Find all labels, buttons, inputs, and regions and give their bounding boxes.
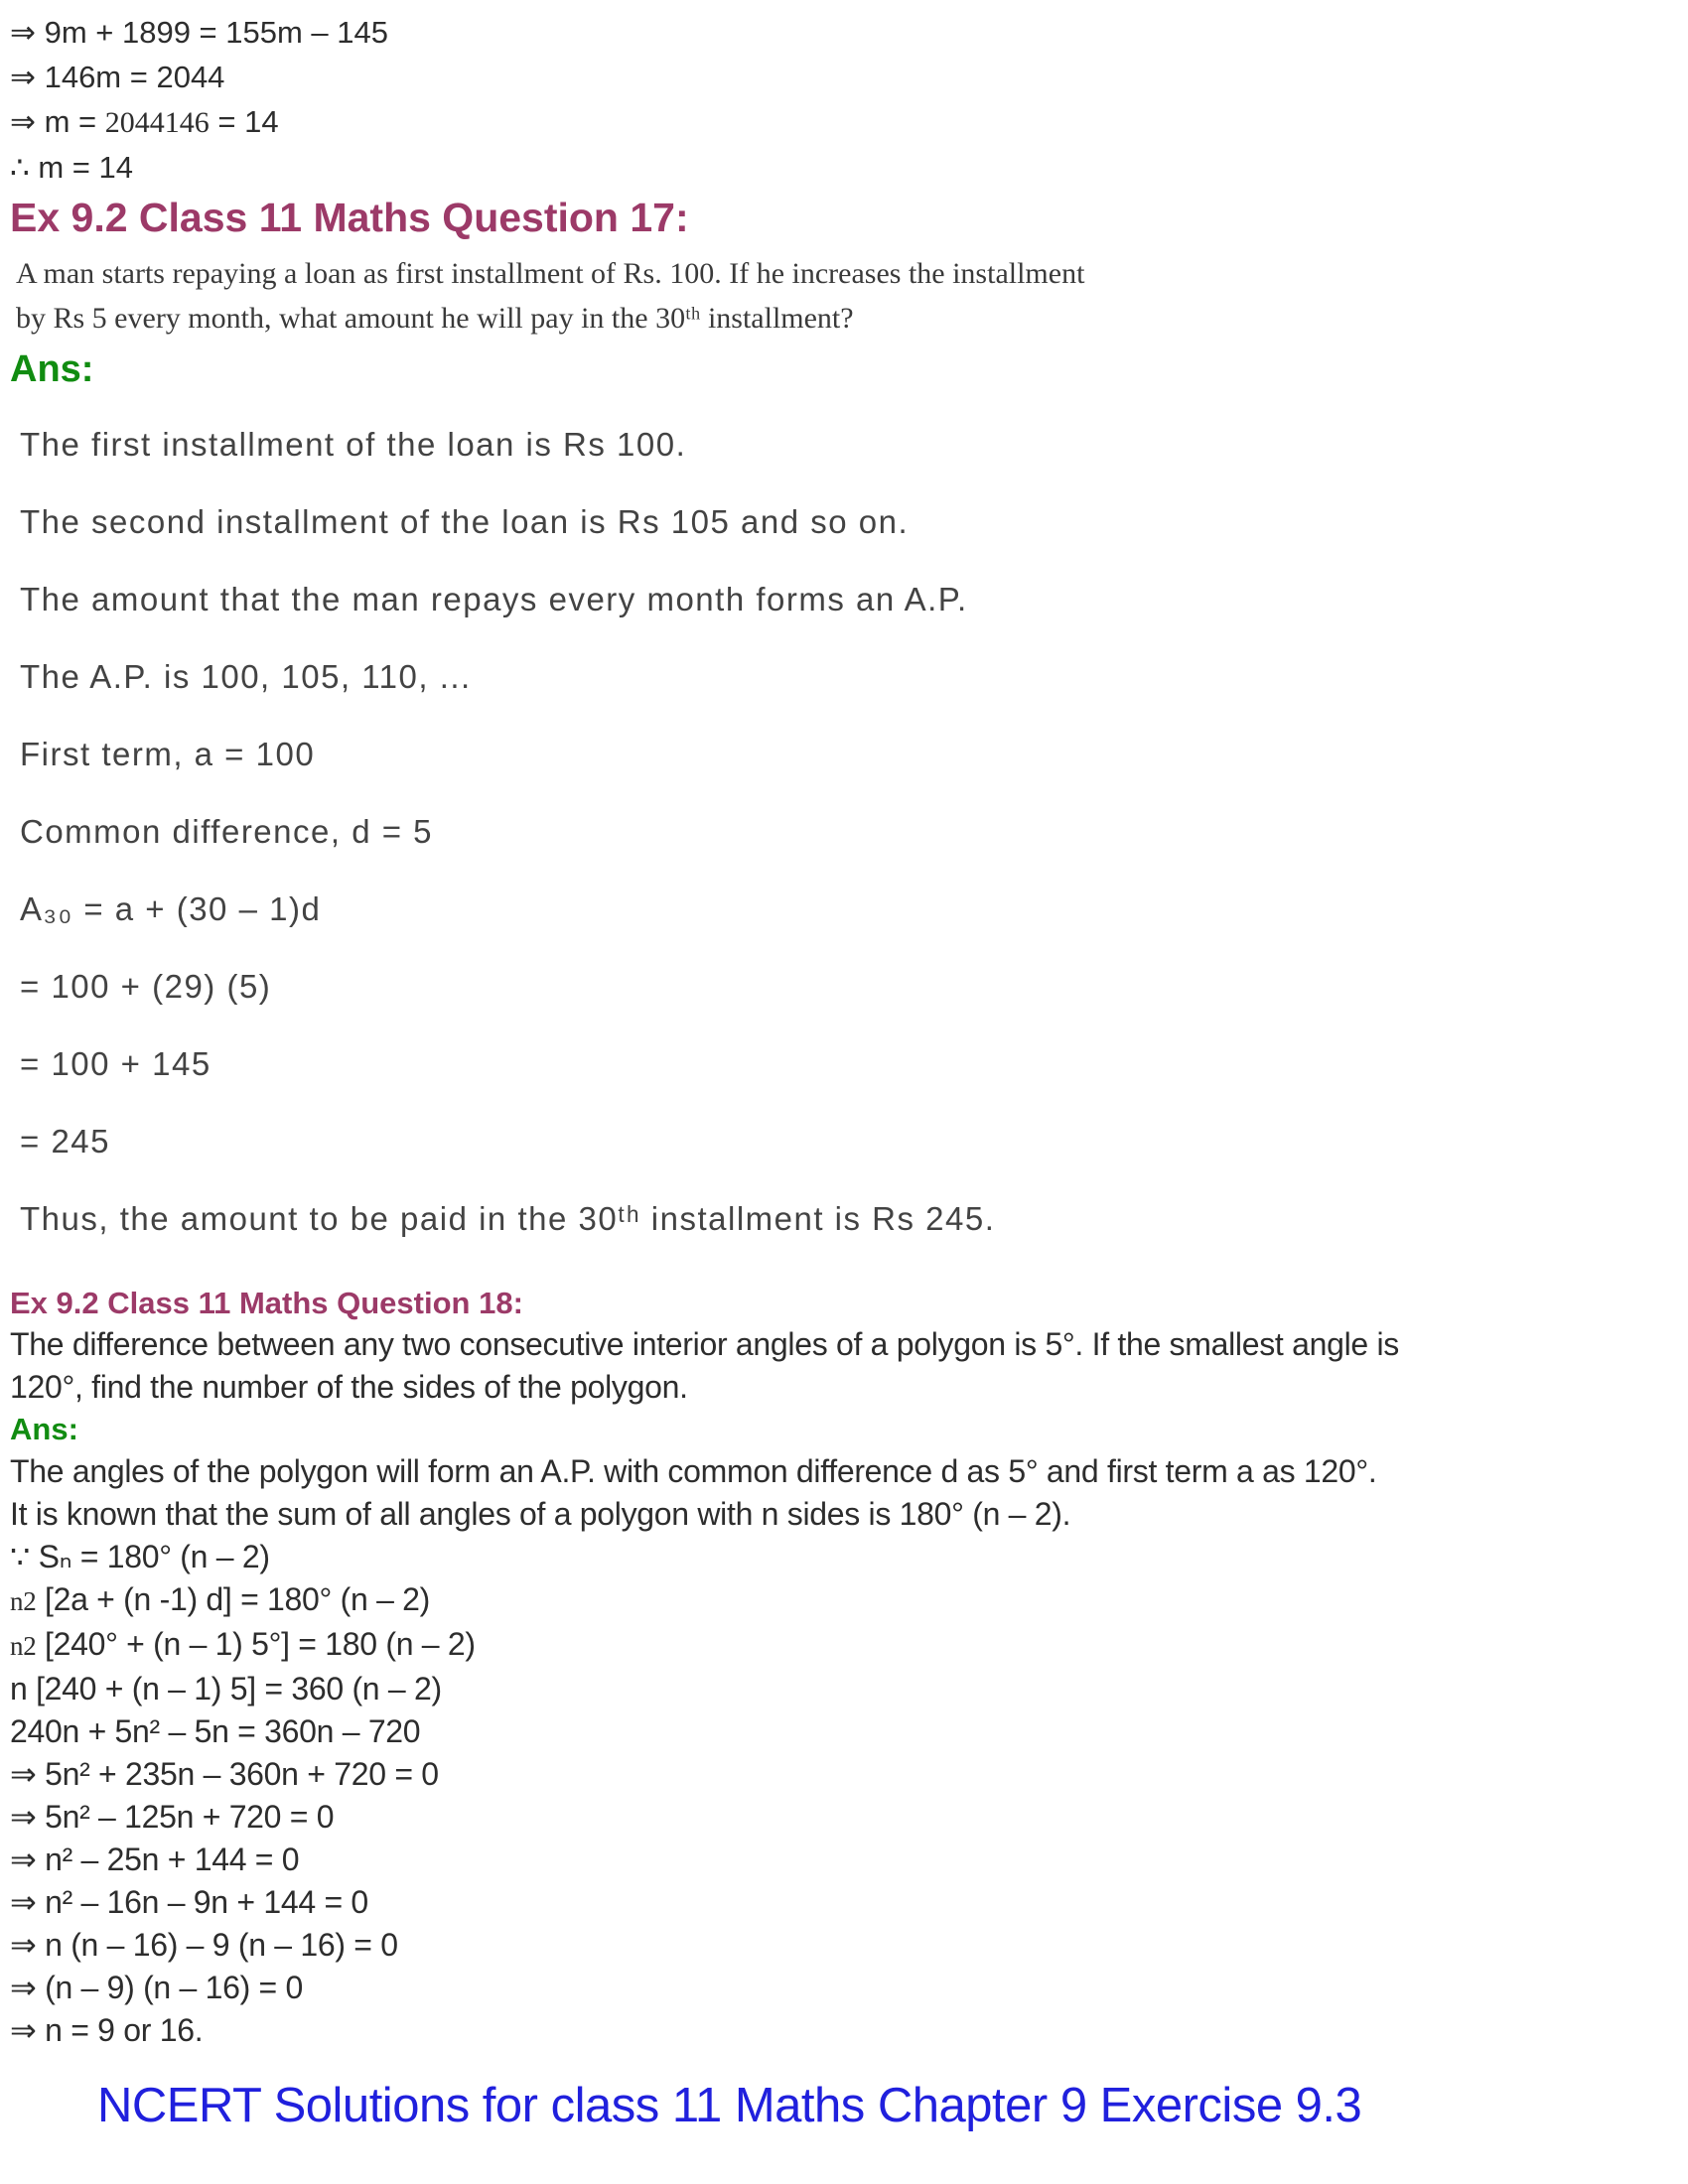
- text-line: ⇒ 146m = 2044: [10, 60, 225, 94]
- footer-row: [10, 2078, 1668, 2133]
- derivation-q16-tail: [10, 10, 1668, 190]
- text-line: The second installment of the loan is Rs 105 and so on.: [20, 503, 910, 540]
- fraction-n2: n2: [10, 1586, 37, 1616]
- text-line: The A.P. is 100, 105, 110, ...: [20, 658, 472, 695]
- q17-ans-label: Ans:: [10, 348, 94, 390]
- text-line: ⇒ n² – 25n + 144 = 0: [10, 1842, 300, 1877]
- text-line: ⇒ 5n² – 125n + 720 = 0: [10, 1799, 335, 1835]
- text-line: n [240 + (n – 1) 5] = 360 (n – 2): [10, 1671, 442, 1706]
- derivation-lines-b: [10, 145, 1668, 190]
- text-line: Common difference, d = 5: [20, 813, 434, 850]
- text-line: The first installment of the loan is Rs 100.: [20, 426, 687, 463]
- text-line: The amount that the man repays every month forms an A.P.: [20, 581, 968, 617]
- fraction-n2: n2: [10, 1631, 37, 1661]
- text-line: = 245: [20, 1123, 110, 1160]
- q18-solution-intro: [10, 1450, 1668, 1578]
- text-line: ⇒ n² – 16n – 9n + 144 = 0: [10, 1884, 368, 1920]
- question-17-text: [10, 251, 1668, 341]
- q18-fraction-line-2: [10, 1623, 1668, 1668]
- fraction-value: 2044146: [104, 106, 210, 139]
- equation-rest: [240° + (n – 1) 5°] = 180 (n – 2): [36, 1626, 476, 1662]
- text-line: It is known that the sum of all angles of a polygon with n sides is 180° (n – 2).: [10, 1496, 1071, 1532]
- text-line: ⇒ n (n – 16) – 9 (n – 16) = 0: [10, 1927, 398, 1963]
- exercise-9-3-link[interactable]: NCERT Solutions for class 11 Maths Chapter 9 Exercise 9.3: [97, 2079, 1362, 2132]
- equation-rest: [2a + (n -1) d] = 180° (n – 2): [36, 1581, 431, 1617]
- text-line: ∴ m = 14: [10, 150, 133, 185]
- q17-solution: [10, 406, 1668, 1258]
- q18-fraction-line-1: [10, 1578, 1668, 1623]
- text-line: by Rs 5 every month, what amount he will pay in the 30ᵗʰ installment?: [16, 302, 854, 335]
- question-17-section: [10, 194, 1668, 1258]
- text-line: 120°, find the number of the sides of the polygon.: [10, 1369, 688, 1405]
- question-18-text: [10, 1323, 1668, 1409]
- text-line: Thus, the amount to be paid in the 30ᵗʰ installment is Rs 245.: [20, 1200, 996, 1237]
- fraction-pre: ⇒ m =: [10, 104, 105, 139]
- text-line: The angles of the polygon will form an A.P. with common difference d as 5° and first term a as 120°.: [10, 1453, 1377, 1489]
- q18-ans-label: Ans:: [10, 1412, 78, 1446]
- text-line: ⇒ 5n² + 235n – 360n + 720 = 0: [10, 1756, 439, 1792]
- derivation-lines-a: [10, 10, 1668, 99]
- text-line: The difference between any two consecutive interior angles of a polygon is 5°. If the smallest angle is: [10, 1326, 1400, 1362]
- fraction-post: = 14: [209, 104, 279, 139]
- question-18-heading: Ex 9.2 Class 11 Maths Question 18:: [10, 1286, 523, 1320]
- text-line: ∵ Sₙ = 180° (n – 2): [10, 1539, 270, 1574]
- q18-solution-equations: [10, 1668, 1668, 2052]
- text-line: ⇒ n = 9 or 16.: [10, 2012, 204, 2048]
- fraction-line-m: [10, 99, 1668, 145]
- text-line: A man starts repaying a loan as first installment of Rs. 100. If he increases the installment: [16, 257, 1085, 290]
- text-line: ⇒ (n – 9) (n – 16) = 0: [10, 1970, 304, 2005]
- question-18-section: [10, 1284, 1668, 2052]
- text-line: First term, a = 100: [20, 736, 316, 772]
- question-17-heading: Ex 9.2 Class 11 Maths Question 17:: [10, 195, 689, 240]
- text-line: = 100 + (29) (5): [20, 968, 272, 1005]
- text-line: 240n + 5n² – 5n = 360n – 720: [10, 1713, 421, 1749]
- text-line: A₃₀ = a + (30 – 1)d: [20, 890, 322, 927]
- text-line: ⇒ 9m + 1899 = 155m – 145: [10, 15, 389, 50]
- text-line: = 100 + 145: [20, 1045, 211, 1082]
